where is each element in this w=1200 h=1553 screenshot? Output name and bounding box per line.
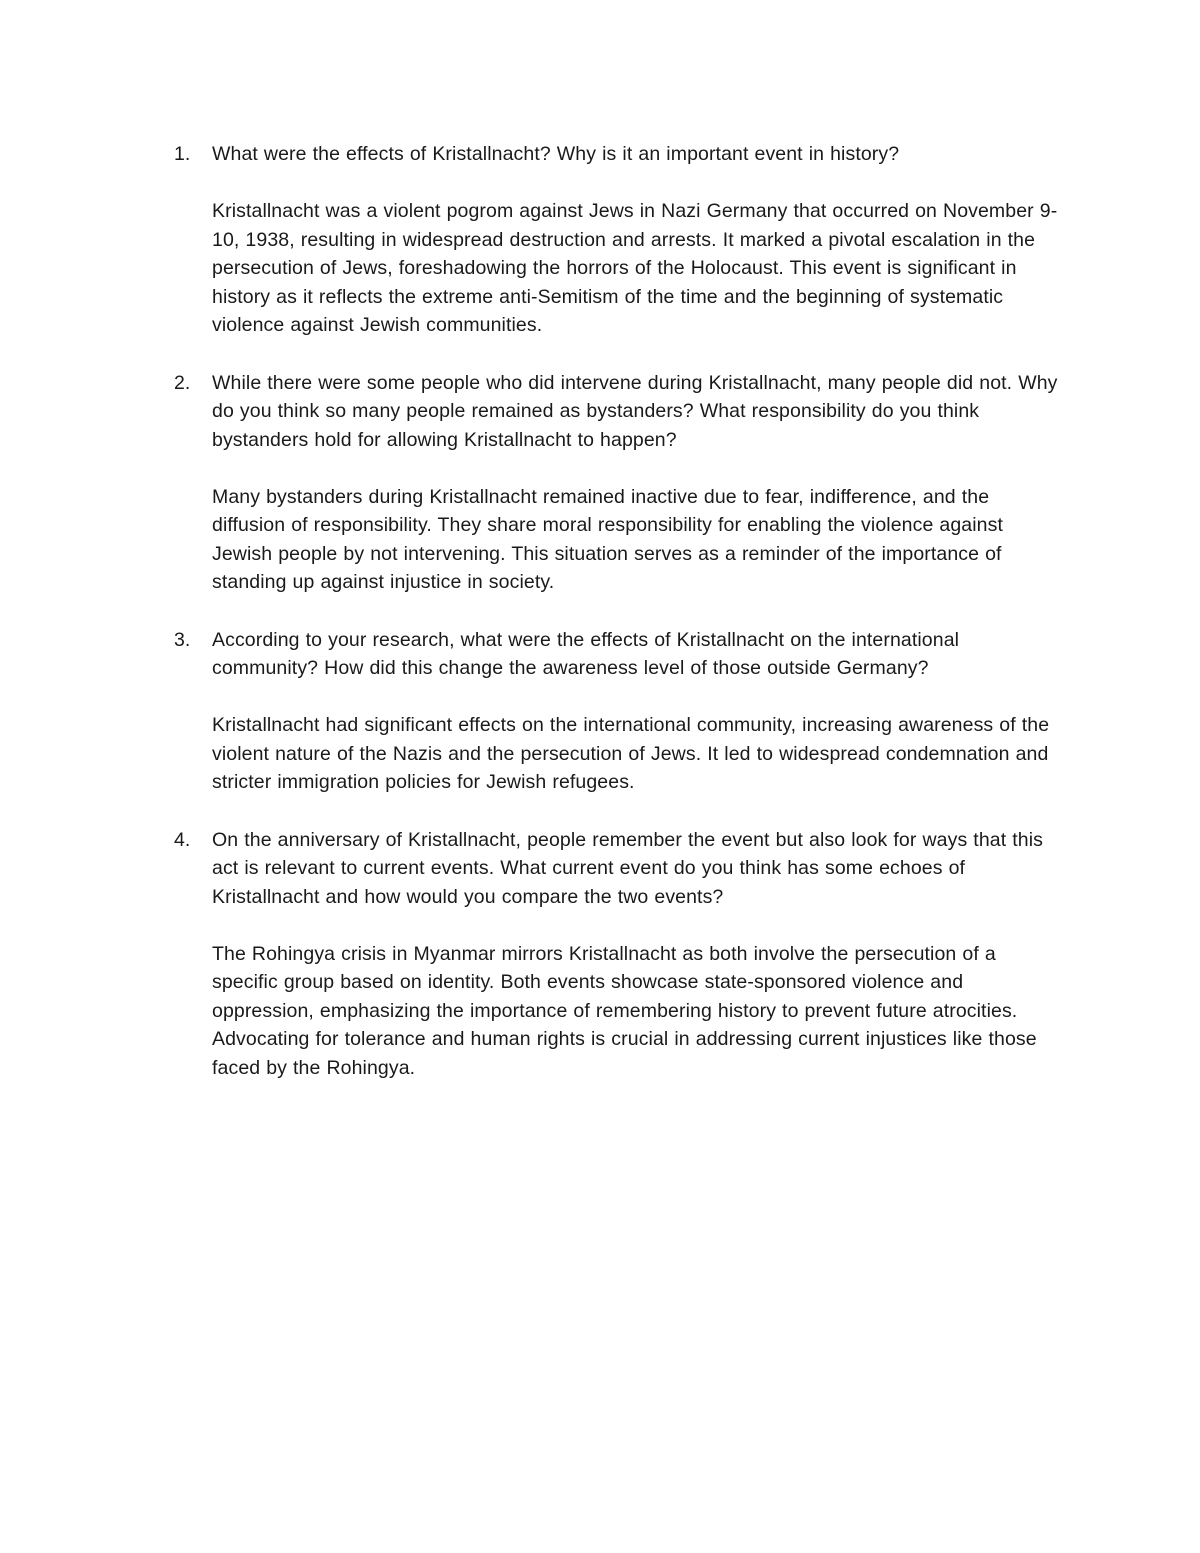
list-item [174, 626, 1064, 797]
question-text: While there were some people who did intervene during Kristallnacht, many people did not. Why do you think so many people remained as bystanders? What responsibility do you think bystanders hold for allowing Kristallnacht to happen? [212, 371, 1058, 451]
question-list [174, 140, 1064, 1111]
list-item [174, 140, 1064, 340]
item-number: 2. [174, 371, 191, 394]
answer-text: Many bystanders during Kristallnacht remained inactive due to fear, indifference, and the diffusion of responsibility. They share moral responsibility for enabling the violence against Jewish people by not intervening. This situation serves as a reminder of the importance of standing up against injustice in society. [212, 485, 1003, 593]
item-number: 1. [174, 143, 191, 165]
answer-text: The Rohingya crisis in Myanmar mirrors Kristallnacht as both involve the persecution of a specific group based on identity. Both events showcase state-sponsored violence and oppression, emphasizing the importance of remembering history to prevent future atrocities. Advocating for tolerance and human rights is crucial in addressing current injustices like those faced by the Rohingya. [212, 942, 1037, 1079]
answer-text: Kristallnacht was a violent pogrom against Jews in Nazi Germany that occurred on November 9-10, 1938, resulting in widespread destruction and arrests. It marked a pivotal escalation in the persecution of Jews, foreshadowing the horrors of the Holocaust. This event is significant in history as it reflects the extreme anti-Semitism of the time and the beginning of systematic violence against Jewish communities. [212, 200, 1058, 336]
item-number: 4. [174, 828, 191, 851]
question-text: On the anniversary of Kristallnacht, people remember the event but also look for ways that this act is relevant to current events. What current event do you think has some echoes of Kristallnacht and how would you compare the two events? [212, 828, 1044, 908]
question-text: What were the effects of Kristallnacht? Why is it an important event in history? [212, 143, 900, 165]
question-text: According to your research, what were the effects of Kristallnacht on the international community? How did this change the awareness level of those outside Germany? [212, 628, 960, 679]
list-item [174, 369, 1064, 597]
item-number: 3. [174, 628, 191, 651]
list-item [174, 826, 1064, 1083]
answer-text: Kristallnacht had significant effects on the international community, increasing awareness of the violent nature of the Nazis and the persecution of Jews. It led to widespread condemnation and stricter immigration policies for Jewish refugees. [212, 714, 1050, 793]
